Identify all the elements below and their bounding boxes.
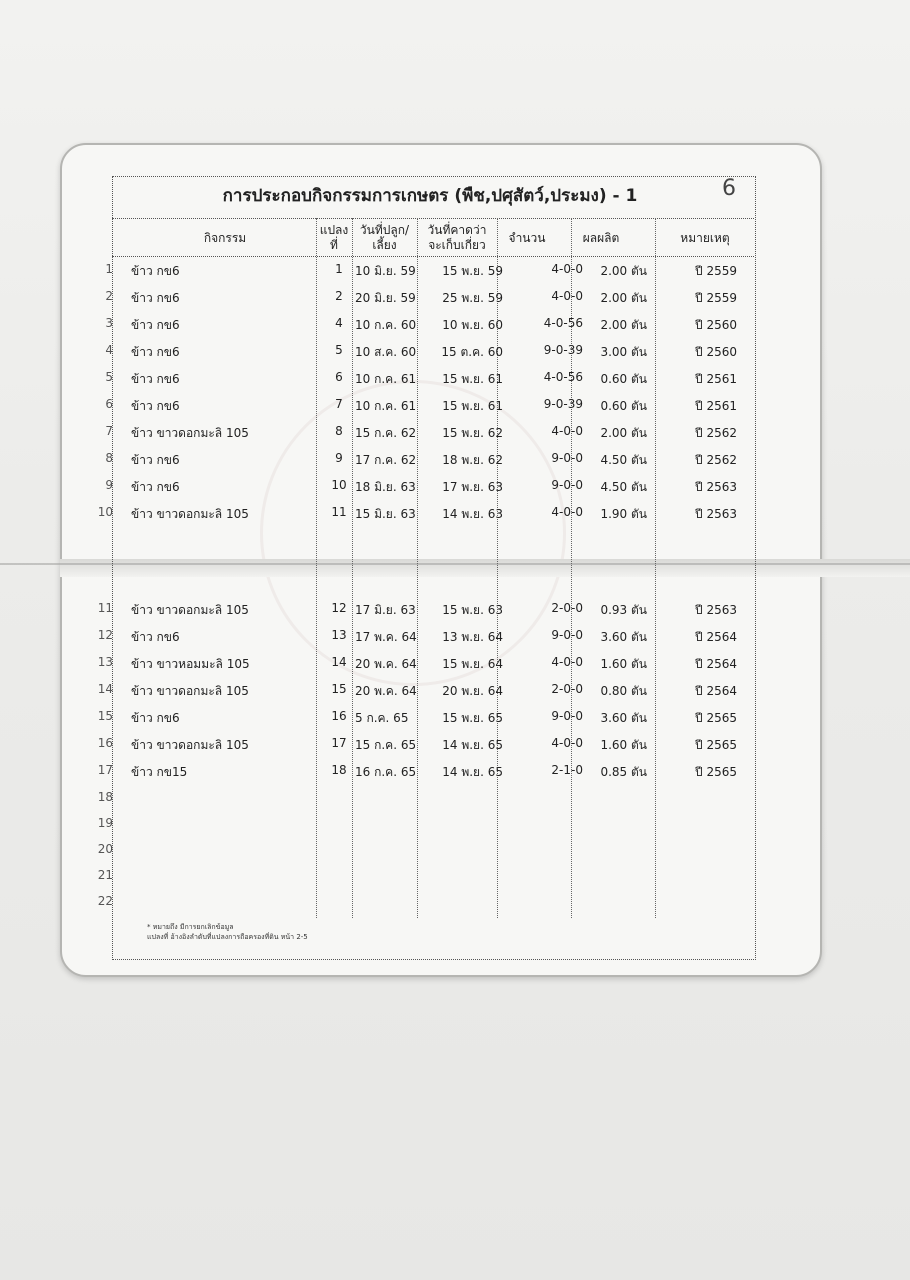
cell-activity: ข้าว ขาวดอกมะลิ 105 (131, 738, 249, 752)
cell-n: 12 (97, 628, 113, 642)
cell-plant: 17 พ.ค. 64 (355, 630, 417, 644)
cell-plot: 9 (335, 451, 343, 465)
cell-plot: 2 (335, 289, 343, 303)
cell-note: ปี 2562 (695, 426, 737, 440)
cell-activity: ข้าว ขาวดอกมะลิ 105 (131, 603, 249, 617)
cell-note: ปี 2561 (695, 399, 737, 413)
cell-plant: 20 มิ.ย. 59 (355, 291, 416, 305)
cell-n: 7 (105, 424, 113, 438)
cell-harvest: 15 พ.ย. 62 (442, 426, 503, 440)
cell-activity: ข้าว ขาวดอกมะลิ 105 (131, 684, 249, 698)
cell-plant: 17 มิ.ย. 63 (355, 603, 416, 617)
cell-yield: 2.00 ตัน (600, 318, 647, 332)
cell-plot: 5 (335, 343, 343, 357)
cell-n: 13 (97, 655, 113, 669)
cell-harvest: 13 พ.ย. 64 (442, 630, 503, 644)
cell-plant: 10 ส.ค. 60 (355, 345, 417, 359)
cell-yield: 2.00 ตัน (600, 264, 647, 278)
cell-plot: 1 (335, 262, 343, 276)
cell-activity: ข้าว กข6 (131, 453, 180, 467)
cell-harvest: 15 พ.ย. 61 (442, 399, 503, 413)
cell-harvest: 15 ต.ค. 60 (441, 345, 503, 359)
cell-yield: 2.00 ตัน (600, 426, 647, 440)
cell-plant: 15 มิ.ย. 63 (355, 507, 416, 521)
footnote-line2: แปลงที่ อ้างอิงลำดับที่แปลงการถือครองที่ดิน หน้า 2-5 (147, 933, 308, 941)
cell-note: ปี 2563 (695, 507, 737, 521)
header-harvest-date (417, 223, 497, 253)
cell-amount: 2-0-0 (551, 682, 583, 696)
cell-n: 22 (97, 894, 113, 908)
header-plot-line1: แปลง (319, 223, 349, 237)
cell-harvest: 15 พ.ย. 65 (442, 711, 503, 725)
header-plant-line1: วันที่ปลูก/ (359, 223, 410, 237)
cell-amount: 4-0-0 (551, 505, 583, 519)
cell-amount: 4-0-0 (551, 736, 583, 750)
cell-activity: ข้าว กข6 (131, 399, 180, 413)
cell-plot: 6 (335, 370, 343, 384)
cell-amount: 9-0-39 (543, 343, 583, 357)
page-number: 6 (722, 176, 736, 201)
cell-amount: 9-0-0 (551, 628, 583, 642)
column-divider (655, 218, 656, 918)
cell-plot: 11 (331, 505, 347, 519)
cell-yield: 4.50 ตัน (600, 453, 647, 467)
cell-yield: 0.60 ตัน (600, 399, 647, 413)
cell-amount: 2-1-0 (551, 763, 583, 777)
cell-harvest: 15 พ.ย. 61 (442, 372, 503, 386)
cell-harvest: 15 พ.ย. 59 (442, 264, 503, 278)
cell-plot: 7 (335, 397, 343, 411)
cell-plant: 15 ก.ค. 65 (355, 738, 417, 752)
cell-harvest: 10 พ.ย. 60 (442, 318, 503, 332)
cell-plot: 17 (331, 736, 347, 750)
cell-amount: 4-0-0 (551, 289, 583, 303)
cell-activity: ข้าว กข6 (131, 291, 180, 305)
cell-n: 5 (105, 370, 113, 384)
header-harvest-line1: วันที่คาดว่า (427, 223, 487, 237)
cell-activity: ข้าว กข6 (131, 372, 180, 386)
cell-plant: 17 ก.ค. 62 (355, 453, 417, 467)
cell-amount: 4-0-0 (551, 262, 583, 276)
cell-note: ปี 2560 (695, 345, 737, 359)
header-plot (316, 223, 352, 253)
cell-yield: 2.00 ตัน (600, 291, 647, 305)
cell-note: ปี 2565 (695, 738, 737, 752)
cell-harvest: 17 พ.ย. 63 (442, 480, 503, 494)
cell-plant: 10 ก.ค. 60 (355, 318, 417, 332)
cell-harvest: 15 พ.ย. 64 (442, 657, 503, 671)
cell-activity: ข้าว กข6 (131, 318, 180, 332)
cell-plot: 14 (331, 655, 347, 669)
cell-amount: 9-0-39 (543, 397, 583, 411)
cell-plot: 8 (335, 424, 343, 438)
cell-n: 1 (105, 262, 113, 276)
cell-harvest: 14 พ.ย. 65 (442, 765, 503, 779)
cell-n: 2 (105, 289, 113, 303)
cell-activity: ข้าว กข15 (131, 765, 188, 779)
cell-plant: 10 ก.ค. 61 (355, 399, 417, 413)
cell-amount: 2-0-0 (551, 601, 583, 615)
cell-note: ปี 2563 (695, 603, 737, 617)
cell-plant: 10 มิ.ย. 59 (355, 264, 416, 278)
cell-plant: 5 ก.ค. 65 (355, 711, 409, 725)
header-activity: กิจกรรม (203, 231, 247, 245)
cell-n: 21 (97, 868, 113, 882)
header-harvest-line2: จะเก็บเกี่ยว (428, 238, 486, 252)
cell-amount: 4-0-56 (543, 370, 583, 384)
cell-n: 9 (105, 478, 113, 492)
cell-note: ปี 2563 (695, 480, 737, 494)
cell-yield: 1.60 ตัน (600, 657, 647, 671)
footnote (147, 922, 308, 942)
cell-plot: 15 (331, 682, 347, 696)
cell-n: 19 (97, 816, 113, 830)
cell-harvest: 14 พ.ย. 63 (442, 507, 503, 521)
cell-amount: 9-0-0 (551, 478, 583, 492)
cell-yield: 1.90 ตัน (600, 507, 647, 521)
cell-amount: 4-0-0 (551, 424, 583, 438)
column-divider (352, 218, 353, 918)
cell-yield: 3.60 ตัน (600, 630, 647, 644)
cell-activity: ข้าว กข6 (131, 630, 180, 644)
cell-plant: 10 ก.ค. 61 (355, 372, 417, 386)
cell-note: ปี 2564 (695, 657, 737, 671)
cell-amount: 9-0-0 (551, 709, 583, 723)
cell-yield: 4.50 ตัน (600, 480, 647, 494)
cell-plot: 10 (331, 478, 347, 492)
header-note: หมายเหตุ (680, 231, 730, 245)
cell-activity: ข้าว กข6 (131, 345, 180, 359)
cell-note: ปี 2561 (695, 372, 737, 386)
cell-activity: ข้าว ขาวดอกมะลิ 105 (131, 507, 249, 521)
cell-n: 16 (97, 736, 113, 750)
cell-note: ปี 2564 (695, 684, 737, 698)
cell-n: 17 (97, 763, 113, 777)
cell-yield: 3.60 ตัน (600, 711, 647, 725)
cell-plot: 4 (335, 316, 343, 330)
header-plot-line2: ที่ (330, 238, 338, 252)
cell-activity: ข้าว กข6 (131, 711, 180, 725)
cell-plot: 13 (331, 628, 347, 642)
cell-amount: 4-0-56 (543, 316, 583, 330)
cell-harvest: 18 พ.ย. 62 (442, 453, 503, 467)
cell-note: ปี 2562 (695, 453, 737, 467)
cell-plot: 12 (331, 601, 347, 615)
cell-plot: 16 (331, 709, 347, 723)
cell-note: ปี 2564 (695, 630, 737, 644)
header-divider (112, 256, 754, 257)
title-divider (112, 218, 754, 219)
cell-yield: 3.00 ตัน (600, 345, 647, 359)
cell-note: ปี 2565 (695, 711, 737, 725)
cell-harvest: 20 พ.ย. 64 (442, 684, 503, 698)
cell-note: ปี 2559 (695, 264, 737, 278)
cell-activity: ข้าว กข6 (131, 480, 180, 494)
cell-n: 15 (97, 709, 113, 723)
cell-yield: 0.60 ตัน (600, 372, 647, 386)
cell-yield: 0.93 ตัน (600, 603, 647, 617)
cell-amount: 4-0-0 (551, 655, 583, 669)
page-title: การประกอบกิจกรรมการเกษตร (พืช,ปศุสัตว์,ประมง) - 1 (222, 186, 638, 206)
cell-amount: 9-0-0 (551, 451, 583, 465)
column-divider (316, 218, 317, 918)
cell-n: 18 (97, 790, 113, 804)
cell-note: ปี 2565 (695, 765, 737, 779)
header-amount: จำนวน (508, 231, 546, 245)
cell-n: 20 (97, 842, 113, 856)
cell-harvest: 25 พ.ย. 59 (442, 291, 503, 305)
cell-harvest: 14 พ.ย. 65 (442, 738, 503, 752)
cell-n: 8 (105, 451, 113, 465)
cell-plant: 20 พ.ค. 64 (355, 684, 417, 698)
cell-note: ปี 2559 (695, 291, 737, 305)
cell-plant: 18 มิ.ย. 63 (355, 480, 416, 494)
cell-plot: 18 (331, 763, 347, 777)
header-plant-line2: เลี้ยง (372, 238, 397, 252)
cell-n: 3 (105, 316, 113, 330)
cell-yield: 1.60 ตัน (600, 738, 647, 752)
cell-n: 11 (97, 601, 113, 615)
cell-harvest: 15 พ.ย. 63 (442, 603, 503, 617)
cell-activity: ข้าว กข6 (131, 264, 180, 278)
cell-n: 14 (97, 682, 113, 696)
cell-plant: 16 ก.ค. 65 (355, 765, 417, 779)
cell-activity: ข้าว ขาวดอกมะลิ 105 (131, 426, 249, 440)
cell-activity: ข้าว ขาวหอมมะลิ 105 (131, 657, 250, 671)
cell-plant: 15 ก.ค. 62 (355, 426, 417, 440)
cell-note: ปี 2560 (695, 318, 737, 332)
cell-yield: 0.85 ตัน (600, 765, 647, 779)
cell-plant: 20 พ.ค. 64 (355, 657, 417, 671)
footnote-line1: * หมายถึง มีการยกเลิกข้อมูล (147, 923, 234, 931)
header-yield: ผลผลิต (582, 231, 620, 245)
cell-n: 10 (97, 505, 113, 519)
header-plant-date (352, 223, 417, 253)
cell-n: 4 (105, 343, 113, 357)
cell-n: 6 (105, 397, 113, 411)
cell-yield: 0.80 ตัน (600, 684, 647, 698)
